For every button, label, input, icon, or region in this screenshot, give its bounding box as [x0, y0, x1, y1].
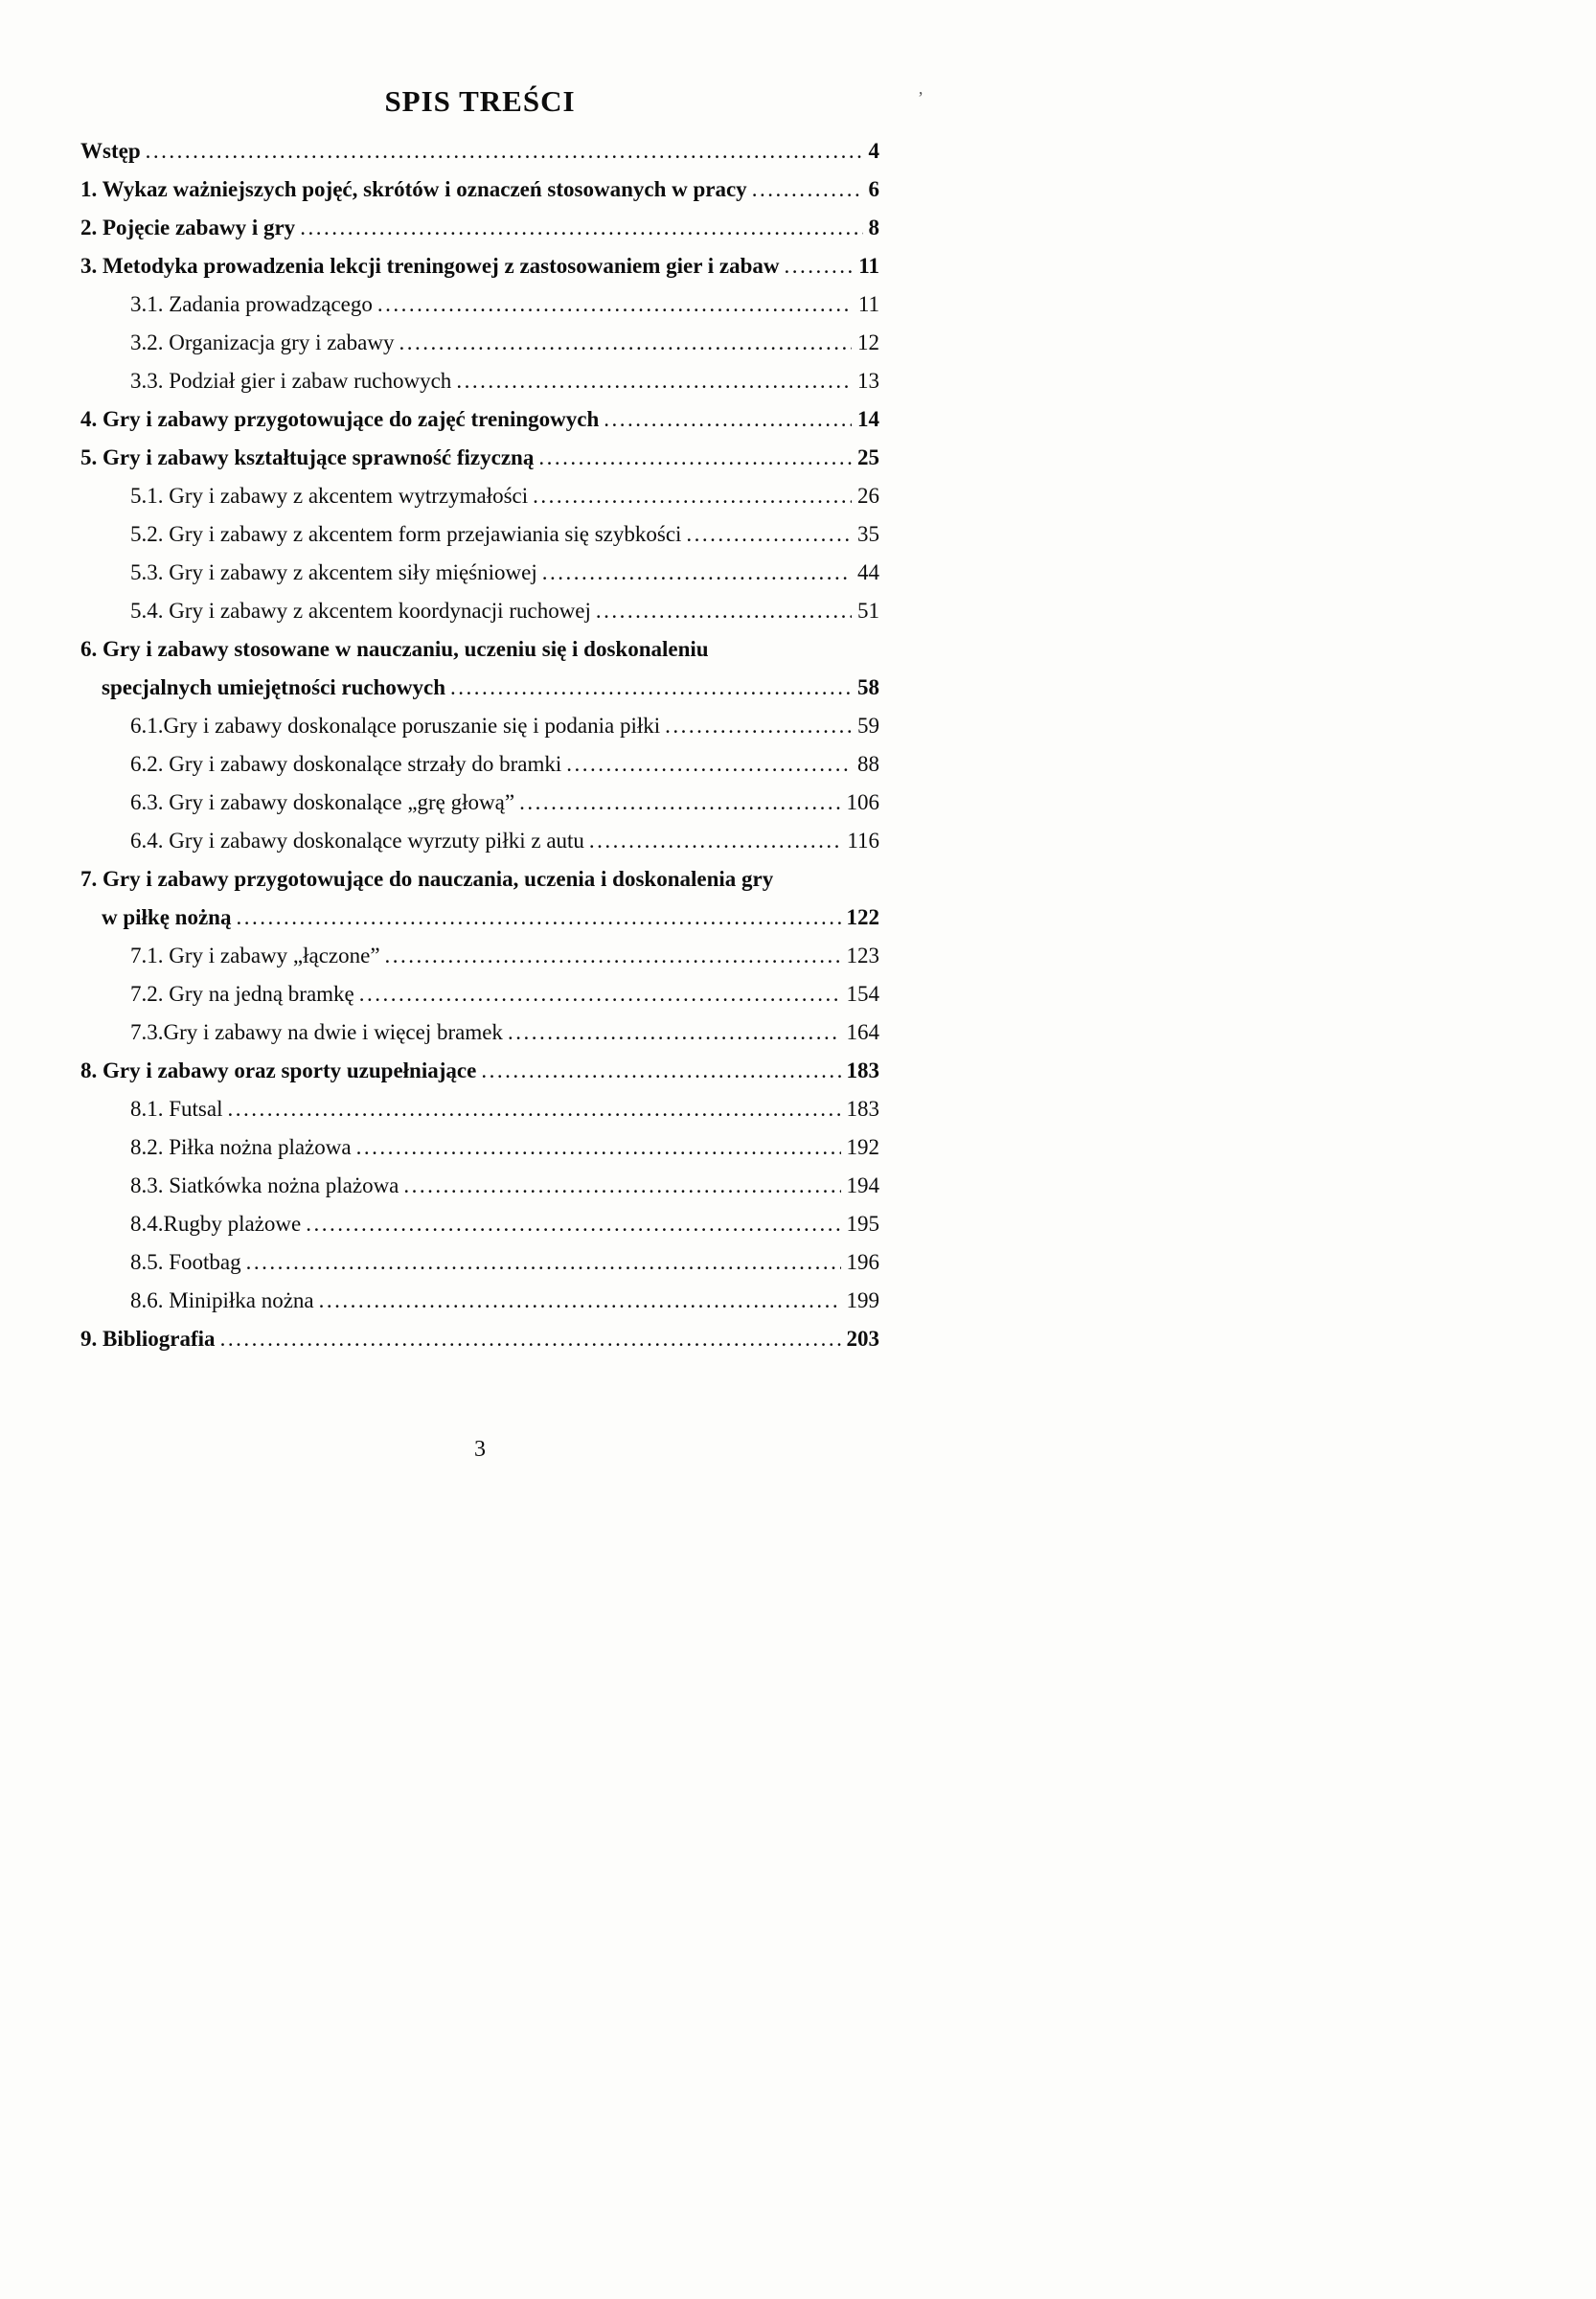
toc-entry-label: 7.3.Gry i zabawy na dwie i więcej bramek [130, 1020, 503, 1044]
dot-leader [665, 707, 852, 745]
toc-entry [80, 132, 879, 171]
toc-entry [80, 1243, 879, 1282]
toc-entry-page: 116 [847, 829, 879, 853]
toc-entry-page: 25 [857, 445, 879, 469]
toc-entry-page: 164 [846, 1020, 879, 1044]
toc-entry-page: 11 [857, 292, 879, 316]
toc-content-column [80, 84, 879, 1358]
toc-entry [80, 707, 879, 745]
toc-entry-page: 11 [858, 254, 879, 278]
dot-leader [686, 515, 852, 554]
toc-entry-page: 14 [857, 407, 879, 431]
dot-leader [306, 1205, 840, 1243]
toc-entry [80, 1052, 879, 1090]
toc-entry-page: 26 [857, 484, 879, 508]
dot-leader [538, 439, 852, 477]
toc-entry-label: 6.1.Gry i zabawy doskonalące poruszanie się i podania piłki [130, 714, 661, 738]
toc-entry-label: 3. Metodyka prowadzenia lekcji treningowej z zastosowaniem gier i zabaw [80, 254, 780, 278]
dot-leader [456, 362, 852, 400]
toc-entry-page: 6 [868, 177, 879, 201]
toc-entry [80, 860, 879, 899]
toc-entry-label: 7.1. Gry i zabawy „łączone” [130, 944, 380, 967]
toc-entry-page: 183 [846, 1097, 879, 1121]
toc-entry-page: 35 [857, 522, 879, 546]
toc-entry [80, 1167, 879, 1205]
page-title: SPIS TREŚCI [384, 84, 576, 118]
toc-entry-label: 6.2. Gry i zabawy doskonalące strzały do bramki [130, 752, 562, 776]
dot-leader [319, 1282, 841, 1320]
toc-entry [80, 209, 879, 247]
toc-entry-label: 8.5. Footbag [130, 1250, 241, 1274]
toc-entry-label: 3.3. Podział gier i zabaw ruchowych [130, 369, 452, 393]
toc-entry [80, 1090, 879, 1128]
toc-entry [80, 400, 879, 439]
page-number: 3 [474, 1437, 486, 1462]
dot-leader [359, 975, 841, 1013]
toc-entry-page: 199 [846, 1288, 879, 1312]
toc-list [80, 132, 879, 1358]
toc-entry-label: specjalnych umiejętności ruchowych [102, 675, 446, 699]
toc-entry [80, 285, 879, 324]
toc-entry-label: 5.4. Gry i zabawy z akcentem koordynacji ruchowej [130, 599, 591, 623]
toc-entry [80, 515, 879, 554]
dot-leader [356, 1128, 841, 1167]
toc-entry-label: 8.6. Minipiłka nożna [130, 1288, 314, 1312]
toc-entry [80, 975, 879, 1013]
dot-leader [519, 784, 840, 822]
toc-entry [80, 1128, 879, 1167]
toc-entry-page: 51 [857, 599, 879, 623]
dot-leader [220, 1320, 841, 1358]
dot-leader [481, 1052, 840, 1090]
toc-entry [80, 899, 879, 937]
toc-entry [80, 822, 879, 860]
toc-entry-page: 8 [868, 216, 879, 239]
toc-entry-page: 194 [846, 1173, 879, 1197]
toc-entry-label: 5. Gry i zabawy kształtujące sprawność fizyczną [80, 445, 535, 469]
dot-leader [399, 324, 852, 362]
dot-leader [785, 247, 854, 285]
toc-entry-label: Wstęp [80, 139, 141, 163]
dot-leader [566, 745, 852, 784]
dot-leader [385, 937, 841, 975]
toc-entry [80, 937, 879, 975]
toc-entry [80, 745, 879, 784]
toc-entry-page: 58 [857, 675, 879, 699]
dot-leader [377, 285, 853, 324]
toc-entry-label: 8. Gry i zabawy oraz sporty uzupełniające [80, 1058, 477, 1082]
scan-artifact-mark: ’ [918, 88, 923, 107]
toc-entry [80, 477, 879, 515]
toc-entry-label: 6. Gry i zabawy stosowane w nauczaniu, uczeniu się i doskonaleniu [80, 637, 709, 661]
toc-entry-page: 195 [846, 1212, 879, 1236]
toc-entry-label: 6.4. Gry i zabawy doskonalące wyrzuty piłki z autu [130, 829, 584, 853]
toc-entry-label: w piłkę nożną [102, 905, 232, 929]
toc-entry [80, 1320, 879, 1358]
toc-entry-label: 7.2. Gry na jedną bramkę [130, 982, 354, 1006]
toc-entry-page: 12 [857, 330, 879, 354]
toc-entry-label: 1. Wykaz ważniejszych pojęć, skrótów i oznaczeń stosowanych w pracy [80, 177, 747, 201]
toc-entry [80, 554, 879, 592]
dot-leader [542, 554, 852, 592]
toc-entry [80, 630, 879, 669]
toc-entry-page: 44 [857, 560, 879, 584]
toc-entry [80, 784, 879, 822]
toc-entry-label: 6.3. Gry i zabawy doskonalące „grę głową” [130, 790, 515, 814]
toc-entry-label: 8.1. Futsal [130, 1097, 223, 1121]
toc-entry-page: 123 [846, 944, 879, 967]
dot-leader [533, 477, 852, 515]
dot-leader [450, 669, 852, 707]
toc-entry-page: 13 [857, 369, 879, 393]
dot-leader [752, 171, 863, 209]
toc-entry-label: 2. Pojęcie zabawy i gry [80, 216, 296, 239]
toc-entry-label: 3.2. Organizacja gry i zabawy [130, 330, 395, 354]
dot-leader [246, 1243, 841, 1282]
toc-entry-label: 5.1. Gry i zabawy z akcentem wytrzymałości [130, 484, 529, 508]
toc-entry [80, 1205, 879, 1243]
dot-leader [227, 1090, 840, 1128]
dot-leader [146, 132, 863, 171]
toc-entry-page: 192 [846, 1135, 879, 1159]
toc-entry [80, 247, 879, 285]
dot-leader [589, 822, 841, 860]
toc-entry-label: 5.2. Gry i zabawy z akcentem form przejawiania się szybkości [130, 522, 682, 546]
toc-entry-page: 183 [846, 1058, 879, 1082]
dot-leader [300, 209, 862, 247]
toc-entry [80, 1013, 879, 1052]
toc-entry [80, 1282, 879, 1320]
toc-entry-page: 196 [846, 1250, 879, 1274]
toc-entry-label: 8.3. Siatkówka nożna plażowa [130, 1173, 399, 1197]
toc-entry [80, 592, 879, 630]
dot-leader [596, 592, 852, 630]
toc-entry [80, 362, 879, 400]
toc-entry [80, 439, 879, 477]
toc-entry-label: 9. Bibliografia [80, 1327, 216, 1351]
toc-entry [80, 171, 879, 209]
toc-entry [80, 324, 879, 362]
toc-entry-page: 122 [846, 905, 879, 929]
toc-entry-label: 3.1. Zadania prowadzącego [130, 292, 373, 316]
toc-entry-page: 59 [857, 714, 879, 738]
toc-entry-label: 7. Gry i zabawy przygotowujące do nauczania, uczenia i doskonalenia gry [80, 867, 774, 891]
toc-entry-page: 4 [868, 139, 879, 163]
toc-entry-page: 203 [846, 1327, 879, 1351]
dot-leader [604, 400, 852, 439]
toc-entry-label: 4. Gry i zabawy przygotowujące do zajęć treningowych [80, 407, 600, 431]
toc-entry [80, 669, 879, 707]
toc-entry-page: 88 [857, 752, 879, 776]
dot-leader [236, 899, 840, 937]
dot-leader [508, 1013, 841, 1052]
toc-entry-page: 154 [846, 982, 879, 1006]
toc-entry-page: 106 [846, 790, 879, 814]
dot-leader [403, 1167, 840, 1205]
toc-entry-label: 5.3. Gry i zabawy z akcentem siły mięśniowej [130, 560, 537, 584]
toc-entry-label: 8.4.Rugby plażowe [130, 1212, 302, 1236]
toc-entry-label: 8.2. Piłka nożna plażowa [130, 1135, 352, 1159]
